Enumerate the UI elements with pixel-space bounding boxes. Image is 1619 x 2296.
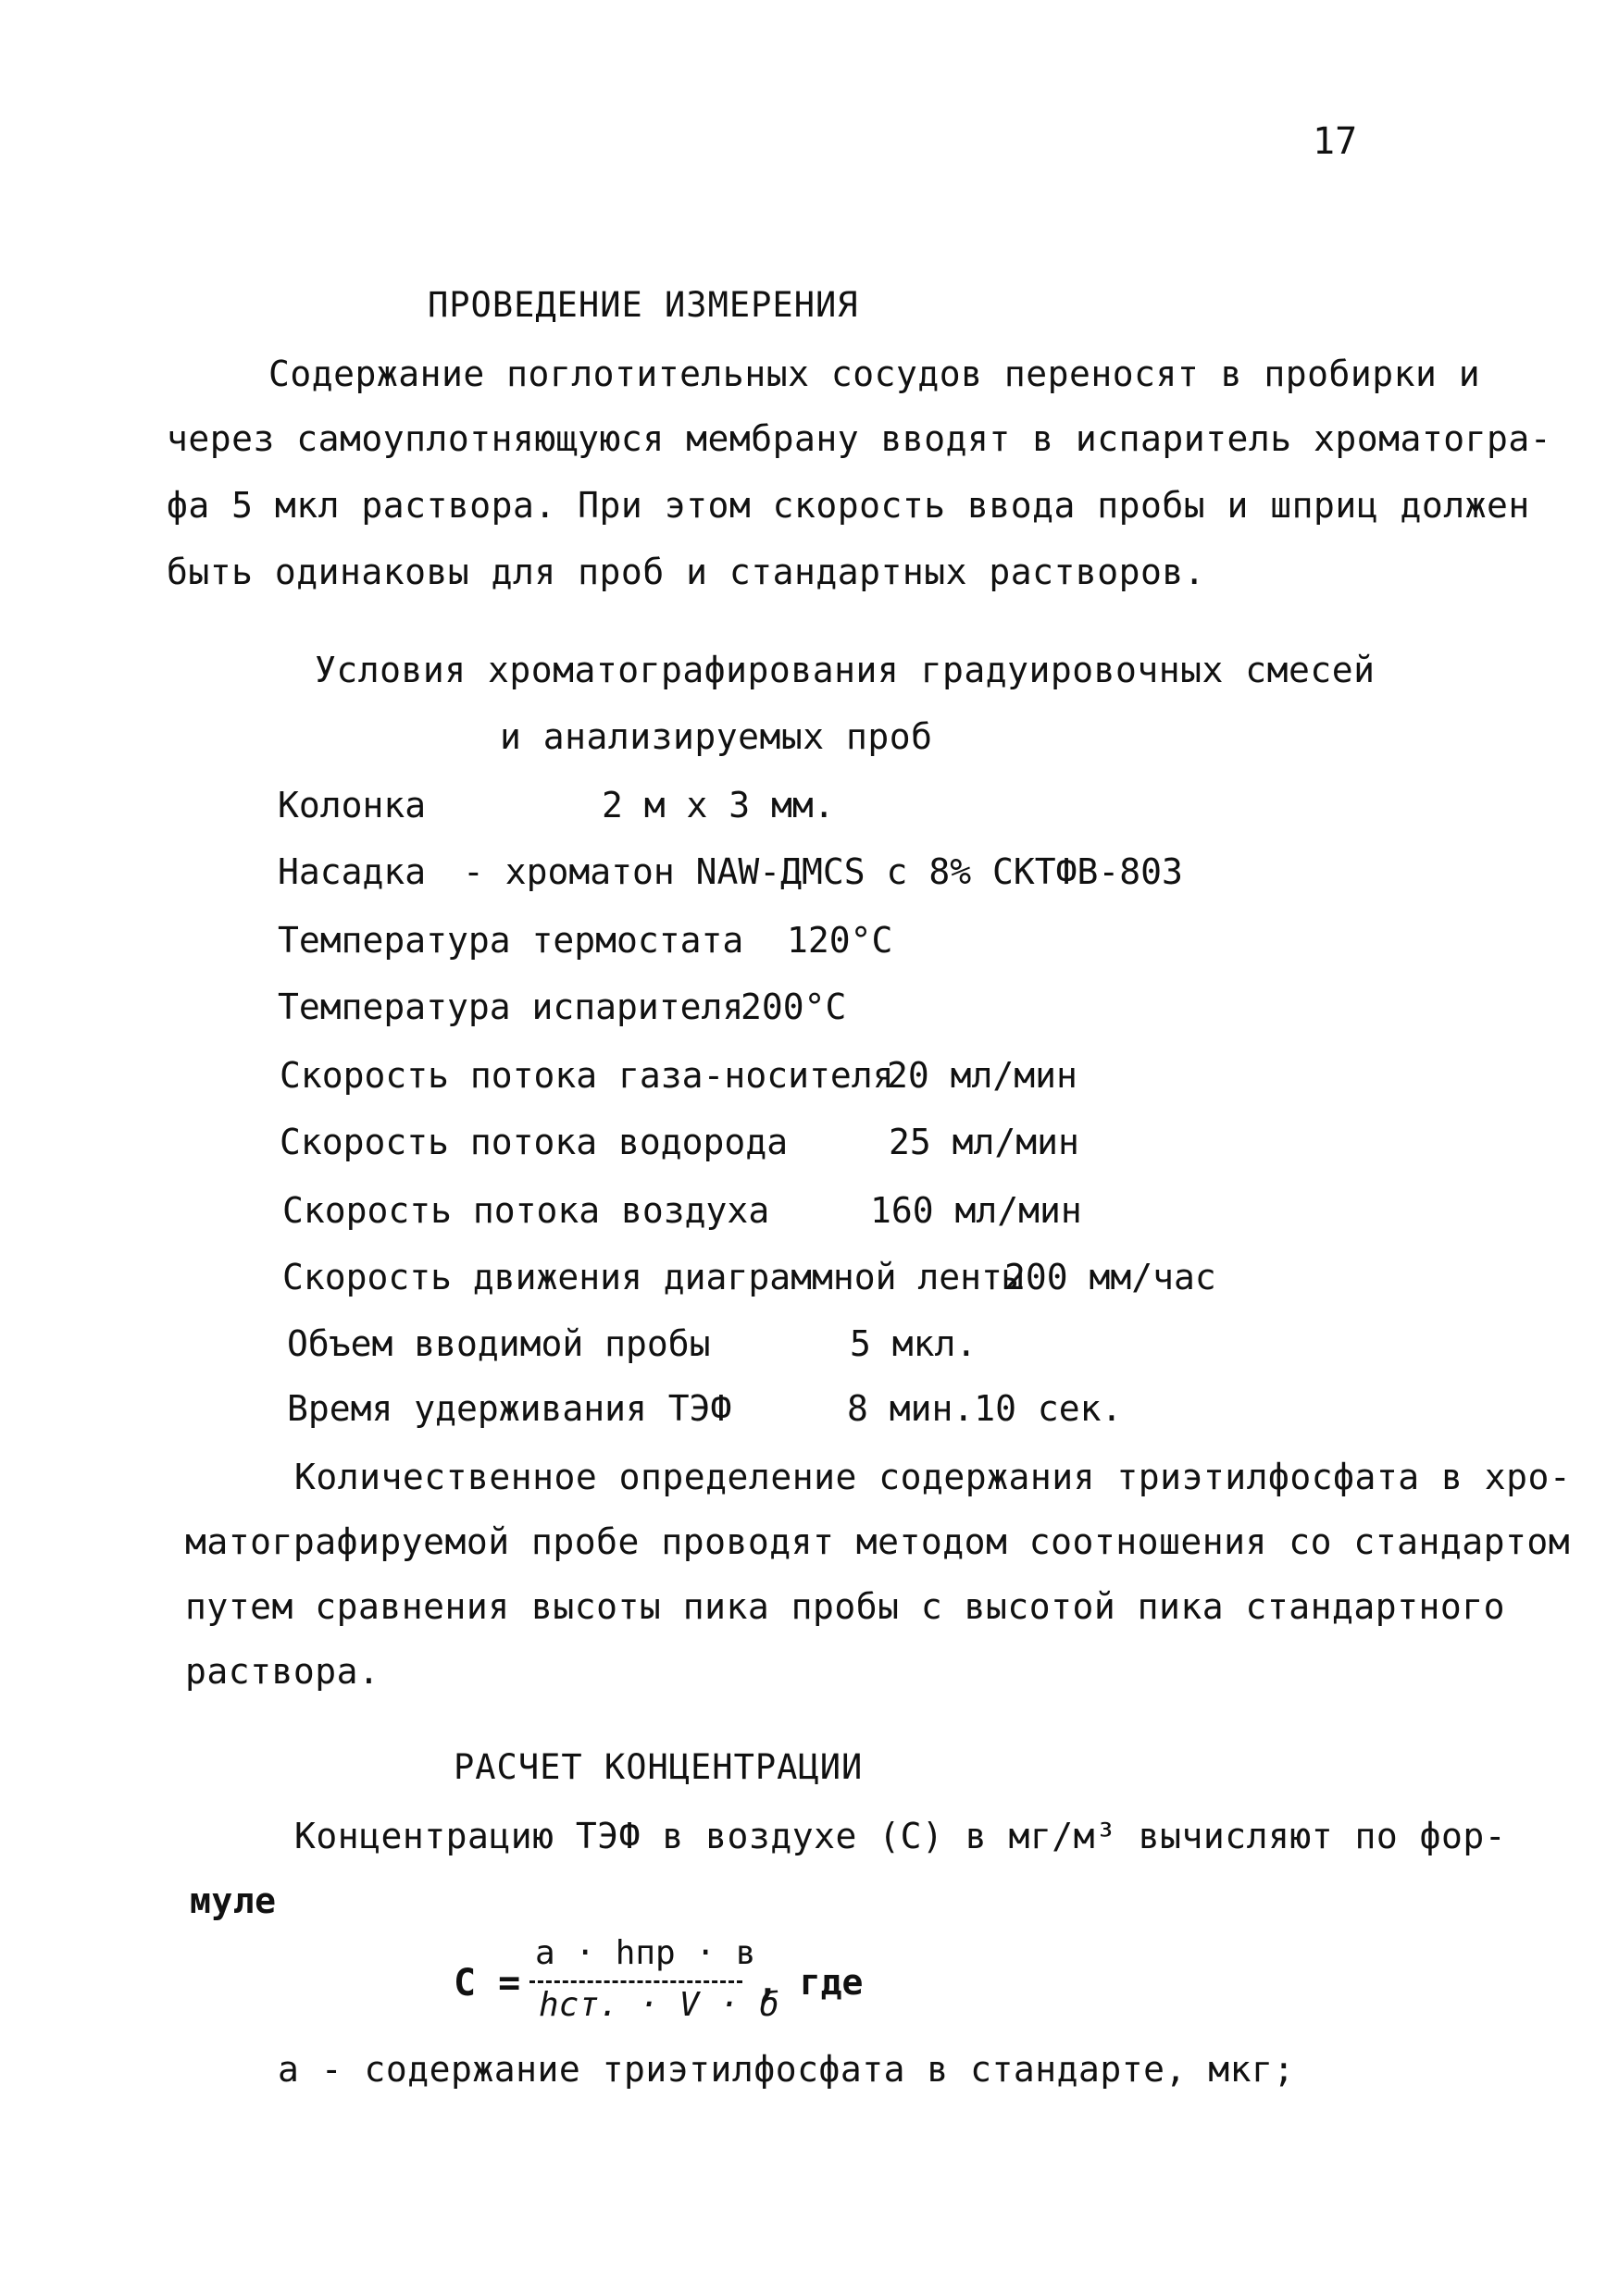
condition-value: 8 мин.10 сек. bbox=[847, 1388, 1123, 1429]
paragraph-line: Содержание поглотительных сосудов переносят в пробирки и bbox=[268, 354, 1481, 394]
paragraph-line: муле bbox=[190, 1880, 277, 1921]
formula-numerator: a · hпр · в bbox=[535, 1934, 756, 1972]
condition-value: 200°С bbox=[741, 987, 847, 1027]
condition-value: 120°С bbox=[787, 920, 893, 961]
condition-label: Скорость потока газа-носителя bbox=[280, 1055, 894, 1096]
formula-tail: , где bbox=[757, 1962, 864, 2003]
paragraph-line: Количественное определение содержания триэтилфосфата в хро- bbox=[294, 1457, 1572, 1497]
formula-lhs: С = bbox=[454, 1962, 521, 2004]
condition-label: Время удерживания ТЭФ bbox=[287, 1388, 732, 1429]
concentration-formula bbox=[454, 1934, 1009, 2036]
condition-value: 160 мл/мин bbox=[870, 1190, 1082, 1231]
conditions-title-line2: и анализируемых проб bbox=[500, 716, 933, 757]
paragraph-line: быть одинаковы для проб и стандартных растворов. bbox=[167, 552, 1206, 592]
paragraph-line: Концентрацию ТЭФ в воздухе (С) в мг/м³ вычисляют по фор- bbox=[294, 1816, 1507, 1856]
condition-value: 2 м х 3 мм. bbox=[602, 785, 835, 825]
definition-line: а - содержание триэтилфосфата в стандарте, мкг; bbox=[278, 2049, 1295, 2090]
condition-label: Температура испарителя bbox=[278, 987, 744, 1027]
fraction-bar bbox=[529, 1980, 742, 1983]
condition-value: 5 мкл. bbox=[850, 1323, 978, 1364]
section-heading-calculation: РАСЧЕТ КОНЦЕНТРАЦИИ bbox=[454, 1747, 864, 1787]
condition-label: Насадка bbox=[278, 851, 427, 892]
condition-label: Скорость потока воздуха bbox=[282, 1190, 770, 1231]
paragraph-line: раствора. bbox=[185, 1651, 380, 1692]
conditions-title: Условия хроматографирования градуировочных смесей bbox=[315, 650, 1376, 690]
condition-label: Температура термостата bbox=[278, 920, 744, 961]
condition-label: Скорость потока водорода bbox=[280, 1122, 789, 1162]
condition-value: 25 мл/мин bbox=[889, 1122, 1079, 1162]
condition-value: 20 мл/мин bbox=[887, 1055, 1077, 1096]
section-heading-measurement: ПРОВЕДЕНИЕ ИЗМЕРЕНИЯ bbox=[428, 285, 859, 325]
page-number: 17 bbox=[1313, 120, 1358, 163]
condition-label: Объем вводимой пробы bbox=[287, 1323, 711, 1364]
condition-label: Колонка bbox=[278, 785, 427, 825]
paragraph-line: фа 5 мкл раствора. При этом скорость ввода пробы и шприц должен bbox=[167, 485, 1530, 526]
paragraph-line: через самоуплотняющуюся мембрану вводят в испаритель хроматогра- bbox=[167, 418, 1552, 459]
formula-denominator: hст. · V · б bbox=[539, 1986, 780, 2024]
paragraph-line: матографируемой пробе проводят методом соотношения со стандартом bbox=[185, 1521, 1571, 1562]
condition-value: - хроматон NAW-ДМСS с 8% СКТФВ-803 bbox=[463, 851, 1183, 892]
paragraph-line: путем сравнения высоты пика пробы с высотой пика стандартного bbox=[185, 1586, 1506, 1627]
condition-value: 200 мм/час bbox=[1004, 1257, 1216, 1297]
condition-label: Скорость движения диаграммной ленты bbox=[282, 1257, 1024, 1297]
